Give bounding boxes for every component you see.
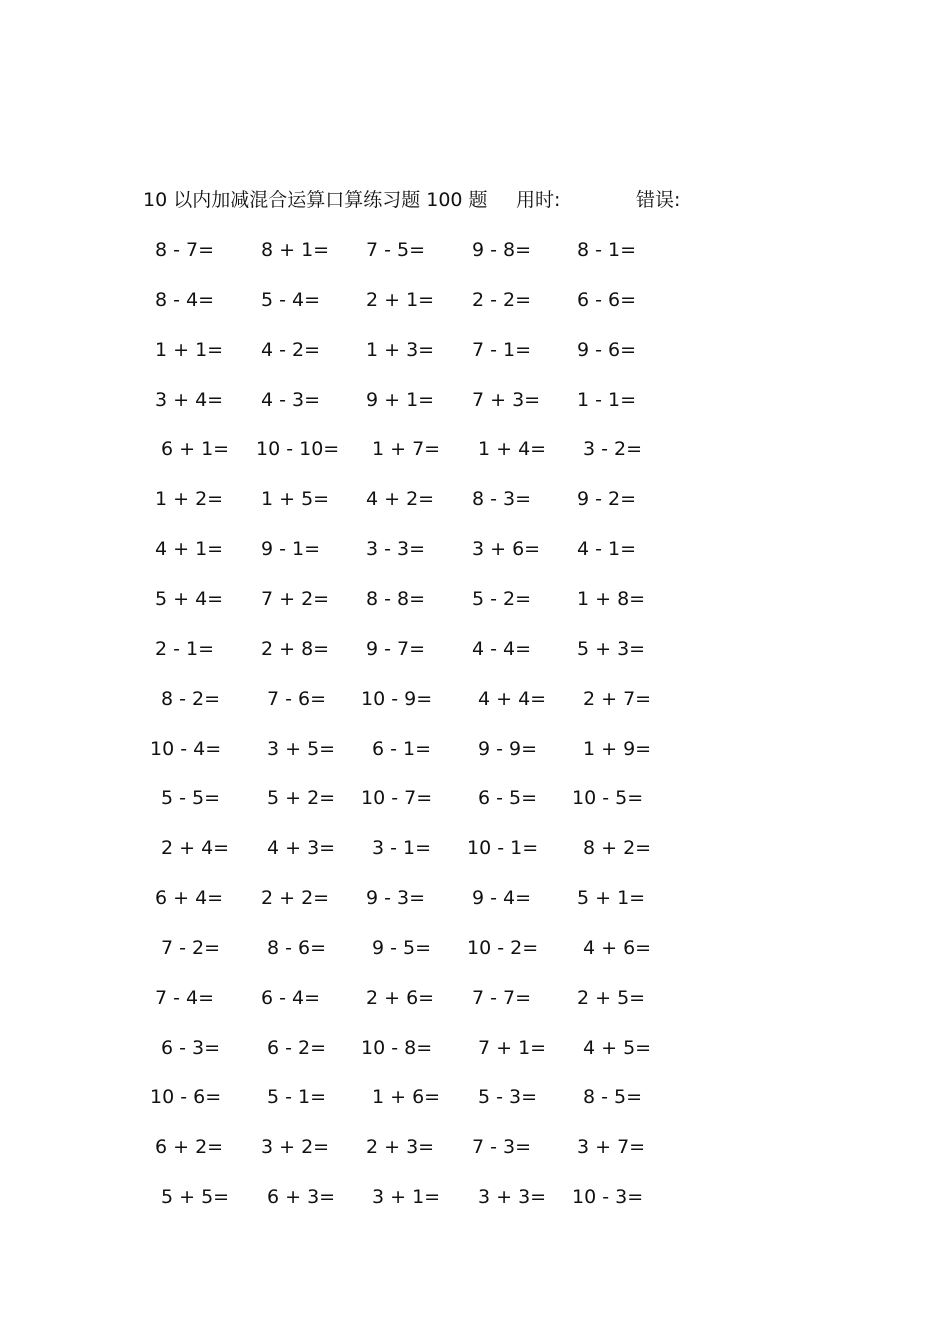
problem-item: 6 - 2= — [267, 1037, 327, 1059]
problem-item: 10 - 9= — [361, 688, 433, 710]
problem-item: 3 - 2= — [583, 438, 643, 460]
problem-item: 6 + 3= — [267, 1186, 336, 1208]
problem-item: 10 - 2= — [467, 937, 539, 959]
problem-item: 1 + 2= — [155, 488, 224, 510]
problem-item: 1 + 7= — [372, 438, 441, 460]
problem-item: 8 + 2= — [583, 837, 652, 859]
problem-item: 6 + 4= — [155, 887, 224, 909]
problem-item: 9 - 6= — [577, 339, 637, 361]
problem-item: 4 + 5= — [583, 1037, 652, 1059]
problem-item: 7 - 1= — [472, 339, 532, 361]
problem-item: 6 - 4= — [261, 987, 321, 1009]
problem-item: 2 + 2= — [261, 887, 330, 909]
problem-item: 4 - 3= — [261, 389, 321, 411]
problem-item: 10 - 8= — [361, 1037, 433, 1059]
problem-item: 5 + 1= — [577, 887, 646, 909]
problem-item: 2 + 3= — [366, 1136, 435, 1158]
problem-item: 10 - 10= — [256, 438, 340, 460]
problem-item: 9 - 9= — [478, 738, 538, 760]
problem-item: 8 - 8= — [366, 588, 426, 610]
problem-item: 8 - 4= — [155, 289, 215, 311]
problem-item: 1 + 4= — [478, 438, 547, 460]
problem-item: 2 - 1= — [155, 638, 215, 660]
problem-item: 4 - 1= — [577, 538, 637, 560]
problem-item: 6 - 1= — [372, 738, 432, 760]
problem-item: 3 + 3= — [478, 1186, 547, 1208]
problem-item: 10 - 1= — [467, 837, 539, 859]
problem-item: 5 - 2= — [472, 588, 532, 610]
problem-item: 9 - 1= — [261, 538, 321, 560]
problem-item: 6 + 2= — [155, 1136, 224, 1158]
problem-item: 10 - 3= — [572, 1186, 644, 1208]
problem-item: 3 + 2= — [261, 1136, 330, 1158]
time-used-label: 用时: — [516, 189, 561, 211]
problem-item: 1 + 1= — [155, 339, 224, 361]
problem-item: 3 - 3= — [366, 538, 426, 560]
problem-item: 4 + 3= — [267, 837, 336, 859]
problem-item: 2 + 6= — [366, 987, 435, 1009]
problem-item: 10 - 5= — [572, 787, 644, 809]
problem-item: 5 - 3= — [478, 1086, 538, 1108]
problem-item: 2 + 4= — [161, 837, 230, 859]
problem-item: 8 - 3= — [472, 488, 532, 510]
problem-item: 6 + 1= — [161, 438, 230, 460]
problem-item: 1 - 1= — [577, 389, 637, 411]
problem-item: 3 + 7= — [577, 1136, 646, 1158]
problem-item: 4 + 6= — [583, 937, 652, 959]
problem-item: 4 - 4= — [472, 638, 532, 660]
problem-item: 7 + 1= — [478, 1037, 547, 1059]
problem-item: 9 - 8= — [472, 239, 532, 261]
problem-item: 9 + 1= — [366, 389, 435, 411]
problem-item: 7 + 3= — [472, 389, 541, 411]
problem-item: 1 + 9= — [583, 738, 652, 760]
problem-item: 10 - 7= — [361, 787, 433, 809]
problem-item: 9 - 7= — [366, 638, 426, 660]
problem-item: 7 - 2= — [161, 937, 221, 959]
problem-item: 2 + 8= — [261, 638, 330, 660]
problem-item: 3 + 1= — [372, 1186, 441, 1208]
problem-item: 2 + 7= — [583, 688, 652, 710]
problem-item: 5 + 5= — [161, 1186, 230, 1208]
problem-item: 9 - 5= — [372, 937, 432, 959]
problem-item: 1 + 3= — [366, 339, 435, 361]
problem-item: 7 - 5= — [366, 239, 426, 261]
problem-item: 6 - 6= — [577, 289, 637, 311]
problem-item: 7 - 3= — [472, 1136, 532, 1158]
errors-label: 错误: — [636, 189, 681, 211]
problem-item: 8 - 5= — [583, 1086, 643, 1108]
problem-item: 8 + 1= — [261, 239, 330, 261]
problem-item: 5 - 4= — [261, 289, 321, 311]
worksheet-title: 10 以内加减混合运算口算练习题 100 题 — [143, 189, 488, 211]
problem-item: 6 - 5= — [478, 787, 538, 809]
problem-item: 2 + 1= — [366, 289, 435, 311]
problem-item: 7 - 7= — [472, 987, 532, 1009]
problem-item: 6 - 3= — [161, 1037, 221, 1059]
problem-item: 4 + 1= — [155, 538, 224, 560]
problem-item: 10 - 4= — [150, 738, 222, 760]
problem-item: 5 - 1= — [267, 1086, 327, 1108]
problem-item: 4 + 4= — [478, 688, 547, 710]
problem-item: 5 + 4= — [155, 588, 224, 610]
problem-item: 3 + 4= — [155, 389, 224, 411]
problem-item: 1 + 8= — [577, 588, 646, 610]
problem-item: 9 - 3= — [366, 887, 426, 909]
problem-item: 9 - 2= — [577, 488, 637, 510]
problem-item: 5 - 5= — [161, 787, 221, 809]
problem-item: 5 + 2= — [267, 787, 336, 809]
problem-item: 1 + 5= — [261, 488, 330, 510]
problem-item: 2 - 2= — [472, 289, 532, 311]
problem-item: 1 + 6= — [372, 1086, 441, 1108]
problem-item: 7 - 6= — [267, 688, 327, 710]
problem-item: 2 + 5= — [577, 987, 646, 1009]
problem-item: 8 - 7= — [155, 239, 215, 261]
problem-item: 10 - 6= — [150, 1086, 222, 1108]
problem-item: 3 + 5= — [267, 738, 336, 760]
problem-item: 8 - 6= — [267, 937, 327, 959]
problem-item: 3 + 6= — [472, 538, 541, 560]
problem-item: 9 - 4= — [472, 887, 532, 909]
problem-item: 4 + 2= — [366, 488, 435, 510]
problem-item: 5 + 3= — [577, 638, 646, 660]
problem-item: 3 - 1= — [372, 837, 432, 859]
problem-item: 7 - 4= — [155, 987, 215, 1009]
problem-item: 4 - 2= — [261, 339, 321, 361]
problem-item: 8 - 1= — [577, 239, 637, 261]
problem-item: 7 + 2= — [261, 588, 330, 610]
problem-item: 8 - 2= — [161, 688, 221, 710]
